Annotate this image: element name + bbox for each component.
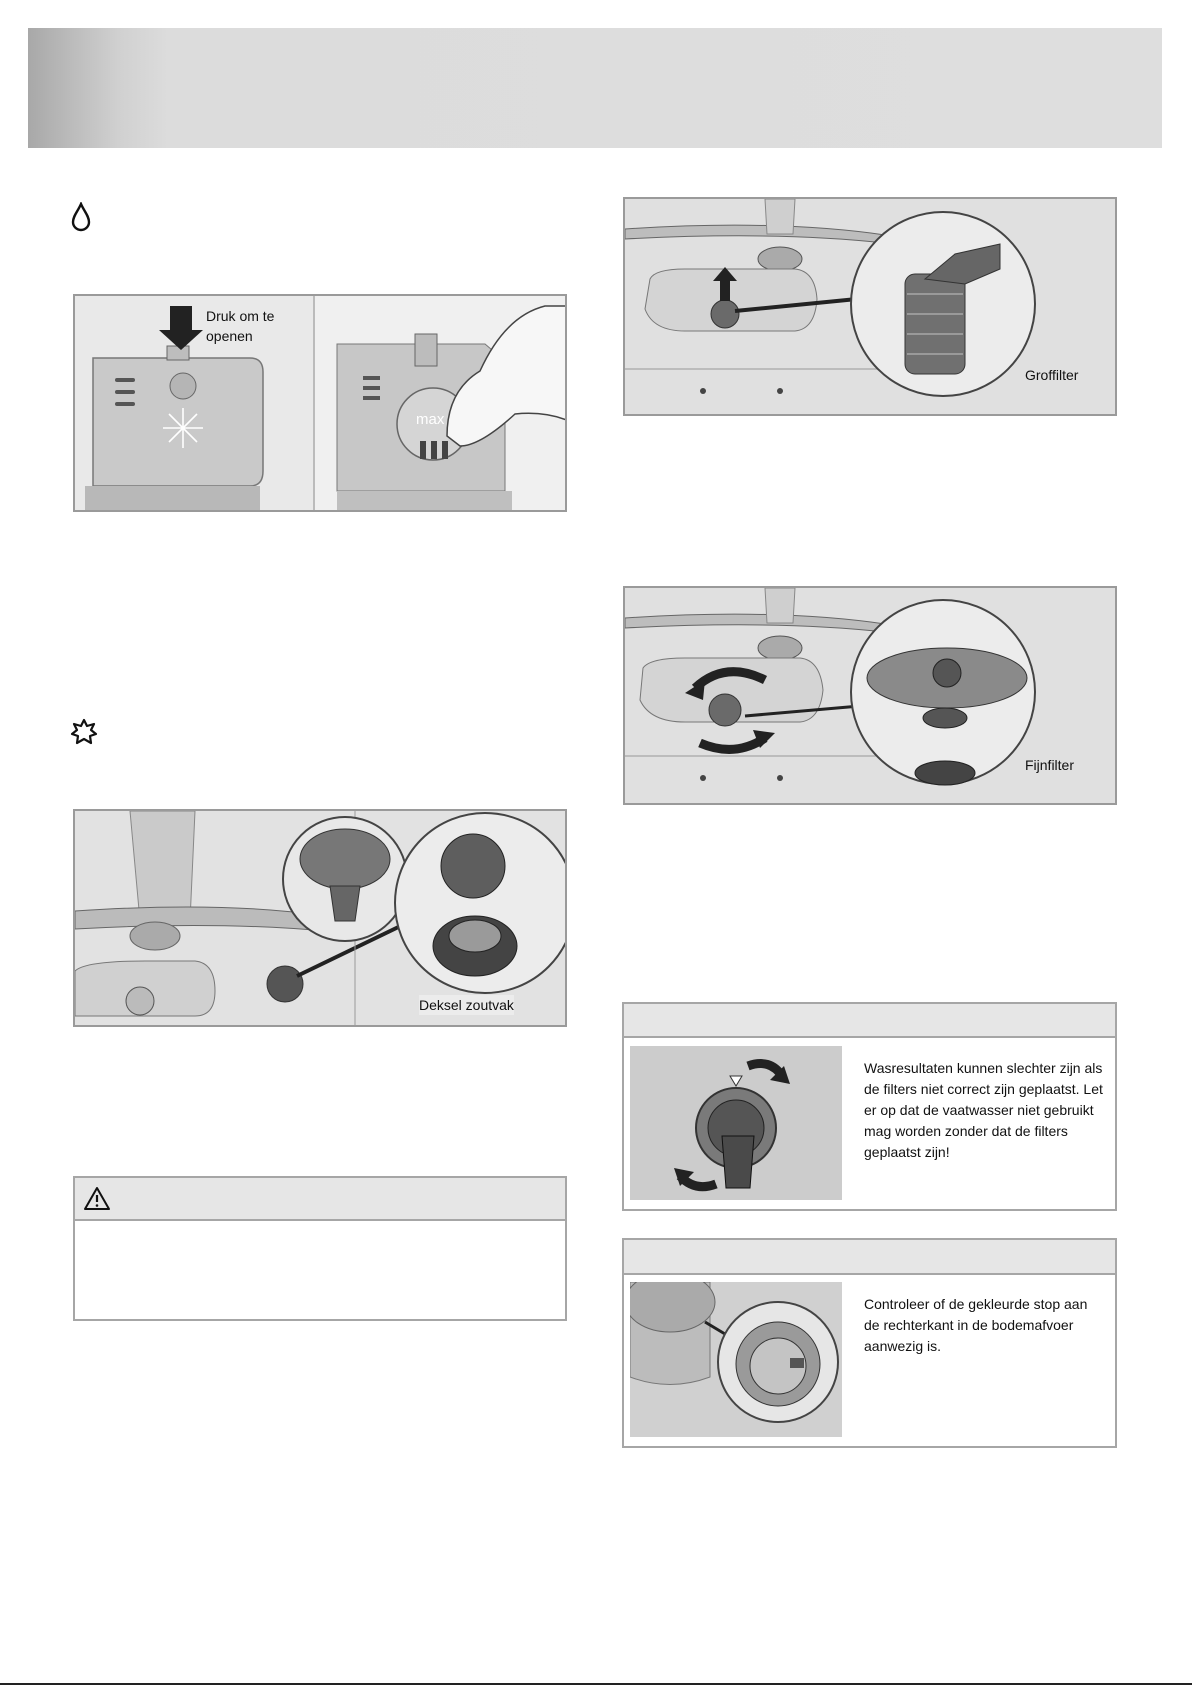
filter-note-box: [622, 1002, 1117, 1211]
warning-header: [75, 1178, 565, 1221]
dial-max-text: max: [416, 411, 445, 428]
drain-stop-image: [630, 1282, 842, 1437]
salt-lid-label: Deksel zoutvak: [419, 997, 514, 1013]
water-drop-icon: [70, 202, 92, 232]
stop-note-box: [622, 1238, 1117, 1448]
salt-container-figure: [73, 809, 567, 1027]
filter-note-text: Wasresultaten kunnen slechter zijn als de filters niet correct zijn geplaatst. Let er op dat de vaatwasser niet gebruikt mag worden zonder dat de filters geplaatst zijn!: [864, 1060, 1103, 1160]
starburst-icon: [70, 718, 98, 746]
fine-filter-label: Fijnfilter: [1025, 757, 1075, 773]
rinse-aid-figure: [73, 294, 567, 512]
filter-rotation-image: [630, 1046, 842, 1200]
filter-note-header: [624, 1004, 1115, 1038]
fine-filter-figure: [623, 586, 1117, 805]
coarse-filter-figure: [623, 197, 1117, 416]
warning-triangle-icon: [83, 1186, 111, 1211]
page-header-band: [28, 28, 1162, 148]
warning-box: [73, 1176, 567, 1321]
stop-note-text: Controleer of de gekleurde stop aan de rechterkant in de bodemafvoer aanwezig is.: [864, 1296, 1088, 1354]
coarse-filter-label: Groffilter: [1025, 367, 1079, 383]
rinse-aid-label: Druk om te openen: [206, 308, 275, 344]
stop-note-header: [624, 1240, 1115, 1275]
